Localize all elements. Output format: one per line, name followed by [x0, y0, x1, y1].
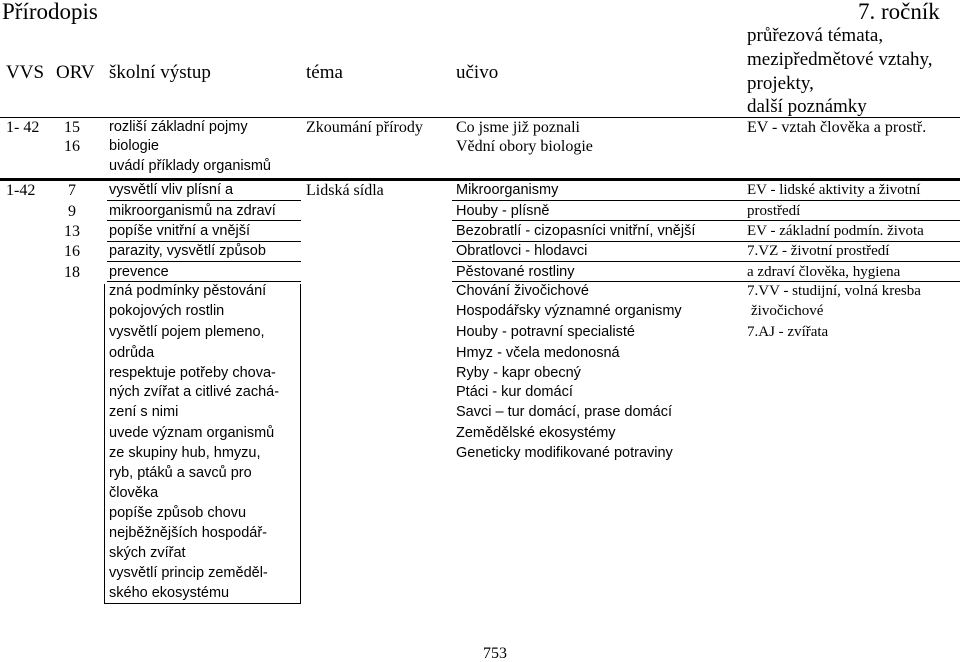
- cell-underline: [452, 200, 960, 201]
- col-header-tema: téma: [306, 62, 343, 83]
- cell-underline: [452, 261, 960, 262]
- cell-underline: [107, 220, 301, 221]
- col-header-orv: ORV: [56, 62, 95, 83]
- ucivo-line: Obratlovci - hlodavci: [456, 243, 588, 259]
- vystup-line: mikroorganismů na zdraví: [109, 203, 276, 219]
- vystup-line: vysvětlí pojem plemeno,: [109, 324, 265, 340]
- vvs-cell: 1- 42: [6, 119, 40, 136]
- ucivo-line: Pěstované rostliny: [456, 264, 575, 280]
- vystup-line: ze skupiny hub, hmyzu,: [109, 445, 261, 461]
- cell-underline: [107, 241, 301, 242]
- ucivo-line: Bezobratlí - cizopasníci vnitřní, vnější: [456, 223, 696, 239]
- orv-cell: 16: [64, 138, 80, 155]
- col-header-vystup: školní výstup: [109, 62, 211, 83]
- prurez-line: a zdraví člověka, hygiena: [747, 264, 901, 280]
- ucivo-line: Hospodářsky významné organismy: [456, 303, 682, 319]
- vystup-line: nejběžnějších hospodář-: [109, 525, 267, 541]
- cell-underline: [452, 220, 960, 221]
- vystup-line: ských zvířat: [109, 545, 186, 561]
- vystup-line: popíše způsob chovu: [109, 505, 247, 521]
- vystup-line: biologie: [109, 138, 159, 154]
- prurez-line: EV - lidské aktivity a životní: [747, 182, 921, 198]
- block-divider-thick: [0, 178, 960, 181]
- tema-cell: Lidská sídla: [306, 182, 384, 199]
- prurez-line: živočichové: [751, 303, 824, 319]
- ucivo-line: Ptáci - kur domácí: [456, 384, 573, 400]
- vystup-line: prevence: [109, 264, 169, 280]
- prurez-cell: EV - vztah člověka a prostř.: [747, 119, 927, 136]
- orv-cell: 16: [64, 243, 80, 260]
- vystup-line: zení s nimi: [109, 404, 179, 420]
- ucivo-line: Vědní obory biologie: [456, 138, 593, 155]
- ucivo-line: Savci – tur domácí, prase domácí: [456, 404, 672, 420]
- vystup-line: odrůda: [109, 345, 155, 361]
- vvs-cell: 1-42: [6, 182, 36, 199]
- header-bottom-rule: [0, 117, 960, 118]
- vystup-line: parazity, vysvětlí způsob: [109, 243, 266, 259]
- ucivo-line: Geneticky modifikované potraviny: [456, 445, 673, 461]
- vystup-line: popíše vnitřní a vnější: [109, 223, 251, 239]
- orv-cell: 9: [68, 203, 76, 220]
- page-number: 753: [483, 645, 507, 662]
- ucivo-line: Ryby - kapr obecný: [456, 365, 581, 381]
- ucivo-line: Houby - potravní specialisté: [456, 324, 635, 340]
- vystup-line: ných zvířat a citlivé zachá-: [109, 384, 280, 400]
- prurez-line: 7.VZ - životní prostředí: [747, 243, 890, 259]
- col-header-prurez-1: průřezová témata,: [747, 25, 884, 46]
- cell-underline: [452, 281, 960, 282]
- tema-cell: Zkoumání přírody: [306, 119, 423, 136]
- col-header-ucivo: učivo: [456, 62, 499, 83]
- vystup-line: respektuje potřeby chova-: [109, 365, 276, 381]
- vystup-line: zná podmínky pěstování: [109, 283, 267, 299]
- vystup-line: vysvětlí vliv plísní a: [109, 182, 234, 198]
- ucivo-line: Co jsme již poznali: [456, 119, 580, 136]
- cell-underline: [107, 261, 301, 262]
- ucivo-line: Houby - plísně: [456, 203, 550, 219]
- prurez-line: prostředí: [747, 203, 801, 219]
- col-header-prurez-4: další poznámky: [747, 96, 867, 117]
- orv-cell: 15: [64, 119, 80, 136]
- ucivo-line: Mikroorganismy: [456, 182, 559, 198]
- col-header-prurez-3: projekty,: [747, 73, 814, 94]
- ucivo-line: Hmyz - včela medonosná: [456, 345, 620, 361]
- cell-underline: [452, 241, 960, 242]
- vystup-line: uvádí příklady organismů: [109, 158, 271, 174]
- grade-title: 7. ročník: [858, 0, 940, 24]
- vystup-line: uvede význam organismů: [109, 425, 275, 441]
- vystup-right-border: [300, 284, 301, 604]
- vystup-line: člověka: [109, 485, 159, 501]
- cell-underline: [107, 200, 301, 201]
- orv-cell: 18: [64, 264, 80, 281]
- vystup-line: vysvětlí princip zeměděl-: [109, 565, 268, 581]
- cell-underline: [107, 281, 301, 282]
- col-header-prurez-2: mezipředmětové vztahy,: [747, 49, 933, 70]
- ucivo-line: Chování živočichové: [456, 283, 589, 299]
- prurez-line: EV - základní podmín. života: [747, 223, 924, 239]
- vystup-line: rozliší základní pojmy: [109, 119, 248, 135]
- ucivo-line: Zemědělské ekosystémy: [456, 425, 616, 441]
- vystup-left-border: [104, 284, 105, 604]
- vystup-bottom-border: [104, 603, 301, 604]
- vystup-line: ského ekosystému: [109, 585, 230, 601]
- orv-cell: 13: [64, 223, 80, 240]
- prurez-line: 7.VV - studijní, volná kresba: [747, 283, 921, 299]
- vystup-line: ryb, ptáků a savců pro: [109, 465, 252, 481]
- col-header-vvs: VVS: [6, 62, 45, 83]
- subject-title: Přírodopis: [2, 0, 98, 24]
- prurez-line: 7.AJ - zvířata: [747, 324, 829, 340]
- vystup-line: pokojových rostlin: [109, 303, 225, 319]
- orv-cell: 7: [68, 182, 76, 199]
